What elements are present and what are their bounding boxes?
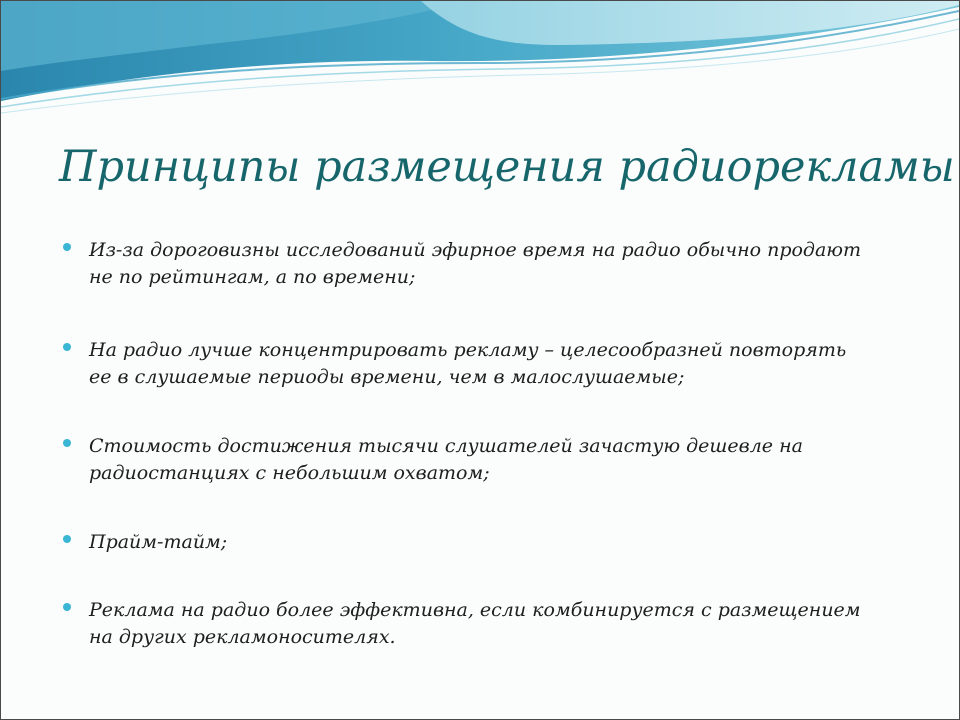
list-item — [61, 597, 921, 651]
bullet-dot-icon — [63, 535, 71, 543]
bullet-dot-icon — [63, 343, 71, 351]
bullet-text-line-1: Реклама на радио более эффективна, если комбинируется с размещением — [89, 599, 861, 621]
bullet-text-line-1: Прайм-тайм; — [89, 531, 228, 553]
bullet-text-line-1: На радио лучше концентрировать рекламу – целесообразней повторять — [89, 339, 847, 361]
bullet-dot-icon — [63, 439, 71, 447]
bullet-text-line-2: ее в слушаемые периоды времени, чем в малослушаемые; — [89, 366, 685, 388]
wave-banner-icon — [1, 1, 959, 121]
list-item — [61, 337, 921, 391]
bullet-text-line-2: не по рейтингам, а по времени; — [89, 266, 416, 288]
list-item — [61, 529, 921, 556]
bullet-dot-icon — [63, 603, 71, 611]
bullet-text-line-2: радиостанциях с небольшим охватом; — [89, 462, 490, 484]
slide-title: Принципы размещения радиорекламы — [59, 142, 955, 192]
list-item — [61, 433, 921, 487]
bullet-text-line-2: на других рекламоносителях. — [89, 626, 396, 648]
list-item — [61, 237, 921, 291]
bullet-text-line-1: Из-за дороговизны исследований эфирное время на радио обычно продают — [89, 239, 862, 261]
bullet-text-line-1: Стоимость достижения тысячи слушателей зачастую дешевле на — [89, 435, 803, 457]
bullet-dot-icon — [63, 243, 71, 251]
